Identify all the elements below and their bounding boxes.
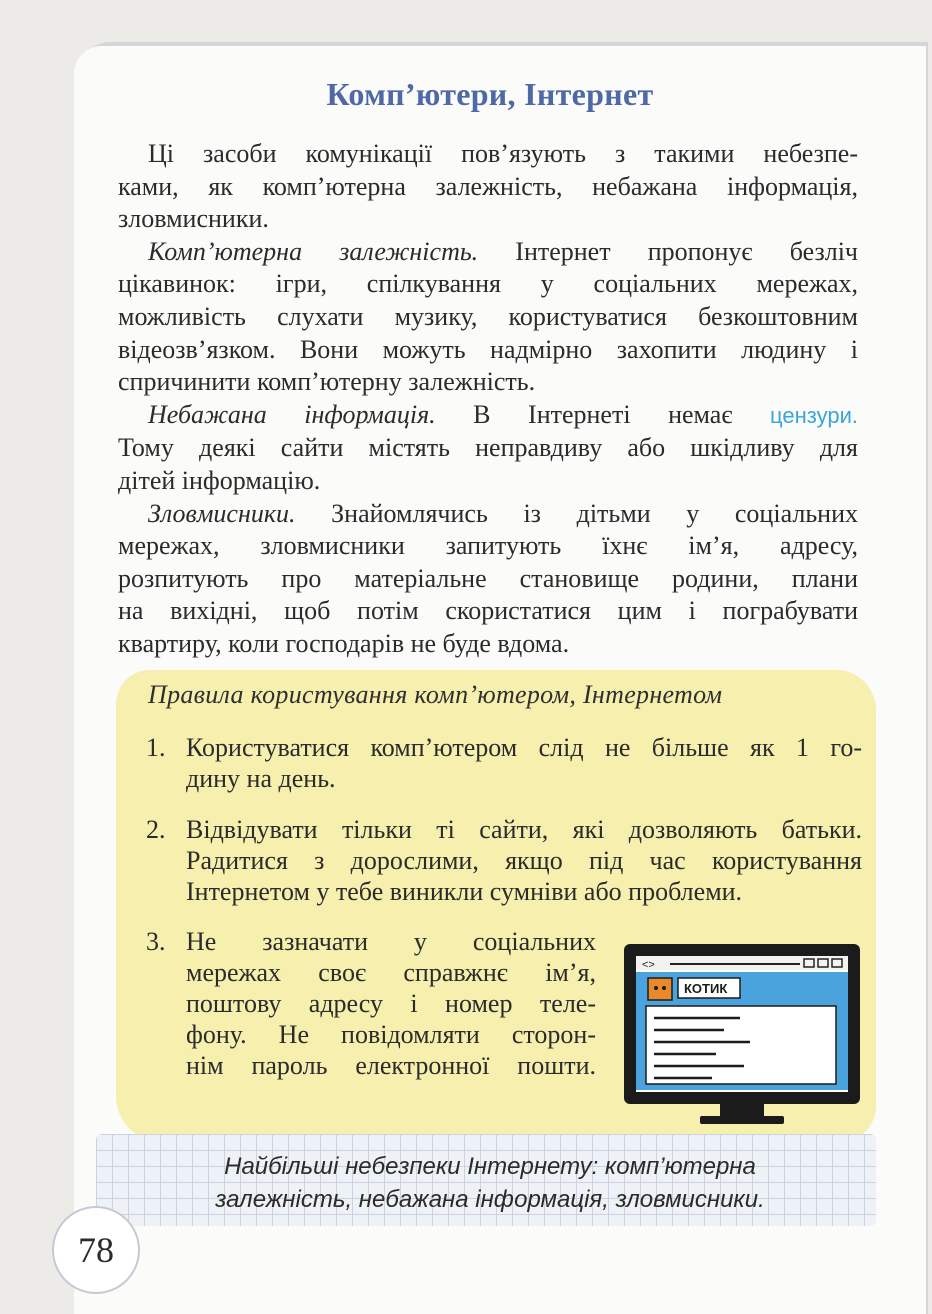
rule-2-line-1: Відвідувати тільки ті сайти, які дозволяють батьки. xyxy=(186,815,862,844)
rule-1 xyxy=(146,732,862,796)
monitor-stand xyxy=(700,1116,784,1124)
intro-line-2: ками, як комп’ютерна залежність, небажана інформація, xyxy=(118,171,858,201)
page-title: Комп’ютери, Інтернет xyxy=(326,76,654,112)
rule-1-line-1: Користуватися комп’ютером слід не більше як 1 го- xyxy=(186,733,862,762)
criminals-line-3: розпитують про матеріальне становище родини, плани xyxy=(118,563,858,593)
rule-3 xyxy=(146,926,596,1086)
unwanted-term: Небажана інформація. xyxy=(148,399,436,429)
unwanted-line-2: Тому деякі сайти містять неправдиву або шкідливу для xyxy=(118,433,858,463)
rule-3-line-3: поштову адресу і номер теле- xyxy=(186,989,596,1018)
criminals-term: Зловмисники. xyxy=(148,498,296,528)
addiction-line-4: відеозв’язком. Вони можуть надмірно захопити людину і xyxy=(118,334,858,364)
unwanted-line-3: дітей інформацію. xyxy=(118,465,321,495)
rule-2-line-2: Радитися з дорослими, якщо під час користування xyxy=(186,846,862,875)
summary-text xyxy=(120,1150,860,1216)
rule-2-number: 2. xyxy=(146,815,166,844)
criminals-line-1 xyxy=(118,498,858,531)
addiction-line-5: спричинити комп’ютерну залежність. xyxy=(118,367,536,397)
addiction-line-1 xyxy=(118,236,858,269)
rule-1-number: 1. xyxy=(146,733,166,762)
rule-3-line-4: фону. Не повідомляти сторон- xyxy=(186,1020,596,1049)
cat-avatar-icon xyxy=(648,978,672,1000)
rule-3-line-1: Не зазначати у соціальних xyxy=(186,927,596,956)
main-text xyxy=(118,138,858,661)
rule-2 xyxy=(146,814,862,910)
addiction-text-1: Інтернет пропонує безліч xyxy=(478,236,858,266)
cat-eye-right xyxy=(662,986,666,990)
rule-2-line-3: Інтернетом у тебе виникли сумніви або проблеми. xyxy=(186,877,743,906)
glossary-link-censorship[interactable]: цензури. xyxy=(770,402,858,428)
rule-3-number: 3. xyxy=(146,927,166,956)
summary-line-1: Найбільші небезпеки Інтернету: комп’ютерна xyxy=(224,1153,756,1180)
browser-nav-icon: <> xyxy=(642,959,655,971)
summary-line-2: залежність, небажана інформація, зловмисники. xyxy=(215,1186,765,1213)
page-number: 78 xyxy=(52,1206,140,1294)
rule-3-line-5: нім пароль електронної пошти. xyxy=(186,1051,596,1080)
criminals-text-1: Знайомлячись із дітьми у соціальних xyxy=(295,498,858,528)
criminals-line-2: мережах, зловмисники запитують їхнє ім’я, адресу, xyxy=(118,531,858,561)
intro-line-3: зловмисники. xyxy=(118,204,269,234)
unwanted-text-1: В Інтернеті немає xyxy=(435,399,771,429)
criminals-line-4: на вихідні, щоб потім скористатися цим і пограбувати xyxy=(118,596,858,626)
criminals-line-5: квартиру, коли господарів не буде вдома. xyxy=(118,628,570,658)
monitor-neck xyxy=(720,1104,764,1118)
addiction-term: Комп’ютерна залежність. xyxy=(148,236,479,266)
addiction-line-3: можливість слухати музику, користуватися безкоштовним xyxy=(118,301,858,331)
intro-line-1: Ці засоби комунікації пов’язують з такими небезпе- xyxy=(148,139,858,168)
profile-name-text: КОТИК xyxy=(684,981,728,996)
rules-title: Правила користування комп’ютером, Інтернетом xyxy=(148,680,723,709)
unwanted-line-1 xyxy=(118,399,858,433)
rule-3-line-2: мережах своє справжнє ім’я, xyxy=(186,958,596,987)
addiction-line-2: цікавинок: ігри, спілкування у соціальних мережах, xyxy=(118,269,858,299)
cat-eye-left xyxy=(654,986,658,990)
monitor-illustration xyxy=(620,938,866,1128)
rule-1-line-2: дину на день. xyxy=(186,764,336,793)
